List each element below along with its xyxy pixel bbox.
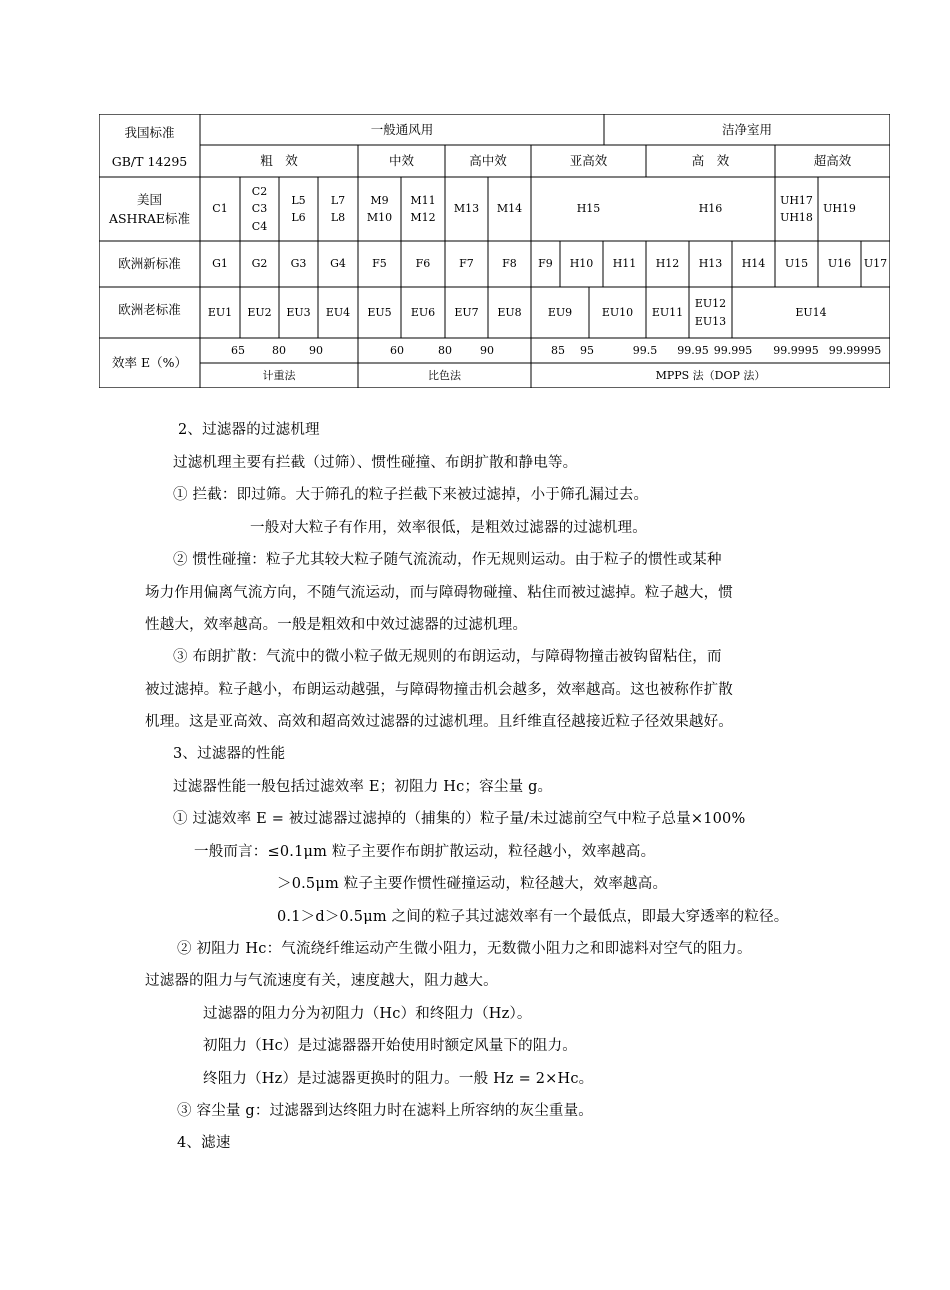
eu-new-cell xyxy=(861,241,890,287)
efficiency-value: 60 xyxy=(390,343,404,357)
ashrae-cell xyxy=(240,177,279,241)
cell-text: MPPS 法（DOP 法） xyxy=(655,368,766,382)
ashrae-cell xyxy=(488,177,531,241)
efficiency-value: 65 xyxy=(231,343,245,357)
efficiency-value: 80 xyxy=(438,343,452,357)
cell-text: UH19 xyxy=(823,202,856,216)
cell-text: M12 xyxy=(410,211,436,224)
grade-cell xyxy=(775,145,890,176)
row-header-usa xyxy=(99,177,200,241)
paragraph-line: 过滤机理主要有拦截（过筛）、惯性碰撞、布朗扩散和静电等。 xyxy=(173,455,578,471)
cell-text: 一般通风用 xyxy=(370,121,434,137)
ashrae-cell xyxy=(358,177,401,241)
cell-text: U17 xyxy=(863,257,888,271)
eu-old-cell xyxy=(732,287,890,338)
cell-text: C3 xyxy=(251,202,268,216)
cell-text: M10 xyxy=(366,211,393,224)
ashrae-cell xyxy=(445,177,488,241)
paragraph-line: ① 拦截：即过筛。大于筛孔的粒子拦截下来被过滤掉，小于筛孔漏过去。 xyxy=(173,487,649,503)
usage-cleanroom xyxy=(604,114,890,145)
eu-new-cell xyxy=(689,241,732,287)
ashrae-cell xyxy=(775,177,818,241)
efficiency-value: 90 xyxy=(480,343,494,357)
row-header-china xyxy=(99,118,200,148)
efficiency-value: 85 xyxy=(551,343,565,357)
eu-new-cell xyxy=(358,241,401,287)
cell-text: H14 xyxy=(741,257,766,271)
cell-text: G3 xyxy=(290,257,307,271)
eu-new-cell xyxy=(200,241,240,287)
efficiency-value: 80 xyxy=(272,343,286,357)
method-cell xyxy=(531,363,890,388)
cell-text: G2 xyxy=(251,257,268,271)
cell-text: C1 xyxy=(212,202,228,216)
cell-text: U15 xyxy=(784,257,809,271)
cell-text: L6 xyxy=(291,211,306,224)
paragraph-line: ＞0.5μm 粒子主要作惯性碰撞运动，粒径越大，效率越高。 xyxy=(277,876,668,892)
cell-text: M13 xyxy=(453,202,480,216)
cell-text: ASHRAE标准 xyxy=(108,211,191,226)
cell-text: EU8 xyxy=(497,305,522,319)
method-cell xyxy=(358,363,531,388)
cell-text: EU6 xyxy=(410,305,436,319)
ashrae-cell xyxy=(200,177,240,241)
efficiency-value: 99.99995 xyxy=(828,343,882,357)
cell-text: 粗 效 xyxy=(260,152,298,168)
cell-text: L8 xyxy=(330,211,346,224)
cell-text: H11 xyxy=(612,257,637,271)
cell-text: EU9 xyxy=(547,305,573,319)
row-header-eu-old xyxy=(99,287,200,332)
eu-new-cell xyxy=(818,241,861,287)
paragraph-line: ② 惯性碰撞：粒子尤其较大粒子随气流流动，作无规则运动。由于粒子的惯性或某种 xyxy=(173,552,722,568)
cell-text: 比色法 xyxy=(428,368,461,382)
cell-text: M11 xyxy=(410,193,436,207)
cell-text: H13 xyxy=(698,257,723,271)
cell-text: UH17 xyxy=(780,193,813,207)
cell-text: F7 xyxy=(459,257,474,271)
efficiency-value: 99.5 xyxy=(632,343,658,357)
cell-text: EU1 xyxy=(207,305,233,319)
eu-new-cell xyxy=(445,241,488,287)
row-header-china-code xyxy=(99,147,200,177)
ashrae-cell xyxy=(318,177,358,241)
eu-new-cell xyxy=(531,241,560,287)
grade-cell xyxy=(200,145,358,176)
paragraph-line: ③ 布朗扩散：气流中的微小粒子做无规则的布朗运动，与障碍物撞击被钩留粘住，而 xyxy=(173,649,722,665)
cell-text: EU4 xyxy=(325,305,351,319)
cell-text: 我国标准 xyxy=(124,125,175,141)
eu-old-cell xyxy=(531,287,589,338)
paragraph-line: 0.1＞d＞0.5μm 之间的粒子其过滤效率有一个最低点，即最大穿透率的粒径。 xyxy=(277,909,789,925)
cell-text: U16 xyxy=(827,257,852,271)
eu-old-cell xyxy=(589,287,646,338)
section-heading: 2、过滤器的过滤机理 xyxy=(178,422,320,438)
cell-text: F5 xyxy=(372,257,387,271)
eu-old-cell xyxy=(401,287,445,338)
ashrae-cell xyxy=(646,177,775,241)
cell-text: 高中效 xyxy=(469,152,507,168)
cell-text: F9 xyxy=(538,257,553,271)
eu-old-cell xyxy=(488,287,531,338)
eu-new-cell xyxy=(240,241,279,287)
paragraph-line: ① 过滤效率 E = 被过滤器过滤掉的（捕集的）粒子量/未过滤前空气中粒子总量×100% xyxy=(173,811,746,827)
eu-new-cell xyxy=(279,241,318,287)
cell-text: GB/T 14295 xyxy=(111,154,188,170)
section-heading: 4、滤速 xyxy=(177,1135,231,1151)
ashrae-cell xyxy=(531,177,646,241)
grade-cell xyxy=(358,145,445,176)
cell-text: G4 xyxy=(330,257,346,271)
cell-text: M9 xyxy=(370,193,389,207)
section-heading: 3、过滤器的性能 xyxy=(173,746,286,762)
paragraph-line: 终阻力（Hz）是过滤器更换时的阻力。一般 Hz = 2×Hc。 xyxy=(203,1071,594,1087)
usage-general xyxy=(200,114,604,145)
eu-old-cell xyxy=(646,287,689,338)
eu-new-cell xyxy=(488,241,531,287)
cell-text: EU12 xyxy=(694,297,727,311)
eu-old-cell xyxy=(200,287,240,338)
cell-text: M14 xyxy=(496,202,523,216)
paragraph-line: 性越大，效率越高。一般是粗效和中效过滤器的过滤机理。 xyxy=(145,617,528,633)
paragraph-line: 过滤器的阻力分为初阻力（Hc）和终阻力（Hz）。 xyxy=(203,1006,532,1022)
eu-old-cell xyxy=(358,287,401,338)
ashrae-cell xyxy=(401,177,445,241)
grade-cell xyxy=(646,145,775,176)
cell-text: F8 xyxy=(502,257,517,271)
paragraph-line: 初阻力（Hc）是过滤器器开始使用时额定风量下的阻力。 xyxy=(203,1038,577,1054)
cell-text: 欧洲新标准 xyxy=(118,256,181,272)
cell-text: EU11 xyxy=(651,305,684,319)
ashrae-cell xyxy=(818,177,861,241)
eu-old-cell xyxy=(689,287,732,338)
efficiency-value: 99.9995 xyxy=(773,343,819,357)
cell-text: 效率 E（%） xyxy=(112,355,187,371)
cell-text: EU2 xyxy=(247,305,272,319)
eu-new-cell xyxy=(732,241,775,287)
paragraph-line: 被过滤掉。粒子越小，布朗运动越强，与障碍物撞击机会越多，效率越高。这也被称作扩散 xyxy=(145,682,733,698)
grade-cell xyxy=(445,145,531,176)
paragraph-line: 过滤器性能一般包括过滤效率 E；初阻力 Hc；容尘量 g。 xyxy=(173,779,553,795)
cell-text: UH18 xyxy=(780,211,813,224)
cell-text: H16 xyxy=(698,202,723,216)
cell-text: H10 xyxy=(569,257,594,271)
paragraph-line: ③ 容尘量 g：过滤器到达终阻力时在滤料上所容纳的灰尘重量。 xyxy=(177,1103,593,1119)
paragraph-line: 场力作用偏离气流方向，不随气流运动，而与障碍物碰撞、粘住而被过滤掉。粒子越大，惯 xyxy=(145,585,733,601)
cell-text: C4 xyxy=(251,219,268,233)
eu-new-cell xyxy=(603,241,646,287)
cell-text: 欧洲老标准 xyxy=(118,301,181,317)
cell-text: EU10 xyxy=(601,305,634,319)
cell-text: H15 xyxy=(576,202,601,216)
filter-standards-table xyxy=(99,114,890,388)
eu-new-cell xyxy=(318,241,358,287)
cell-text: EU13 xyxy=(694,314,727,328)
cell-text: H12 xyxy=(655,257,680,271)
eu-new-cell xyxy=(401,241,445,287)
eu-old-cell xyxy=(445,287,488,338)
eu-old-cell xyxy=(240,287,279,338)
paragraph-line: 一般而言：≤0.1μm 粒子主要作布朗扩散运动，粒径越小，效率越高。 xyxy=(194,844,656,860)
paragraph-line: 过滤器的阻力与气流速度有关，速度越大，阻力越大。 xyxy=(145,973,498,989)
cell-text: L7 xyxy=(330,193,346,207)
paragraph-line: 一般对大粒子有作用，效率很低，是粗效过滤器的过滤机理。 xyxy=(250,520,647,536)
cell-text: EU14 xyxy=(795,305,827,319)
eu-new-cell xyxy=(646,241,689,287)
eu-old-cell xyxy=(318,287,358,338)
cell-text: G1 xyxy=(212,257,228,271)
cell-text: 中效 xyxy=(388,152,414,168)
eu-new-cell xyxy=(775,241,818,287)
cell-text: 美国 xyxy=(136,191,162,207)
method-cell xyxy=(200,363,358,388)
cell-text: C2 xyxy=(251,185,268,199)
cell-text: 洁净室用 xyxy=(721,121,772,137)
cell-text: EU3 xyxy=(286,305,311,319)
efficiency-value: 95 xyxy=(580,343,594,357)
efficiency-value: 99.995 xyxy=(713,343,753,357)
paragraph-line: ② 初阻力 Hc：气流绕纤维运动产生微小阻力，无数微小阻力之和即滤料对空气的阻力。 xyxy=(177,941,752,957)
row-header-eu-new xyxy=(99,241,200,287)
ashrae-cell xyxy=(279,177,318,241)
cell-text: 高 效 xyxy=(691,152,730,168)
cell-text: 超高效 xyxy=(813,152,852,168)
paragraph-line: 机理。这是亚高效、高效和超高效过滤器的过滤机理。且纤维直径越接近粒子径效果越好。 xyxy=(145,714,733,730)
cell-text: L5 xyxy=(291,193,306,207)
efficiency-value: 90 xyxy=(309,343,323,357)
cell-text: 亚高效 xyxy=(569,152,608,168)
efficiency-value: 99.95 xyxy=(677,343,709,357)
eu-old-cell xyxy=(279,287,318,338)
cell-text: EU7 xyxy=(454,305,479,319)
row-header-efficiency xyxy=(99,338,200,388)
cell-text: EU5 xyxy=(367,305,392,319)
eu-new-cell xyxy=(560,241,603,287)
cell-text: 计重法 xyxy=(262,368,296,382)
grade-cell xyxy=(531,145,646,176)
cell-text: F6 xyxy=(415,257,431,271)
